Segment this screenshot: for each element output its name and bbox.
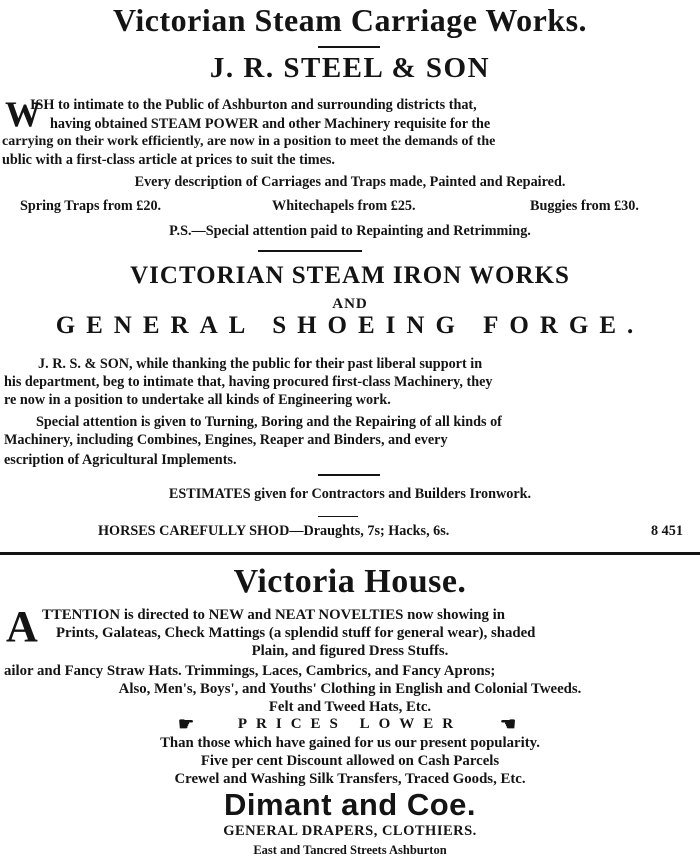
pointing-hand-right-icon: ☛	[178, 714, 195, 734]
attention-drop-cap: A	[6, 602, 38, 651]
address-line: East and Tancred Streets Ashburton	[253, 843, 447, 857]
every-description-line: Every description of Carriages and Traps made, Painted and Repaired.	[134, 174, 566, 190]
drapers-line: GENERAL DRAPERS, CLOTHIERS.	[223, 823, 477, 839]
prices-lower-line: PRICES LOWER	[237, 716, 463, 732]
attention-line: Plain, and figured Dress Stuffs.	[251, 643, 449, 659]
advert-code: 8 451	[651, 523, 683, 539]
victoria-line: ailor and Fancy Straw Hats. Trimmings, Laces, Cambrics, and Fancy Aprons;	[4, 663, 496, 679]
horses-line: HORSES CAREFULLY SHOD—Draughts, 7s; Hacks, 6s.	[98, 523, 450, 539]
intro-drop-cap: W	[5, 94, 41, 134]
section-separator	[0, 552, 700, 555]
victoria-line: Felt and Tweed Hats, Etc.	[268, 699, 432, 715]
divider-rule	[318, 46, 380, 48]
iron-paragraph-line: re now in a position to undertake all kinds of Engineering work.	[4, 392, 391, 408]
pointing-hand-left-icon: ☚	[500, 714, 517, 734]
shoeing-forge-title: GENERAL SHOEING FORGE.	[55, 312, 645, 339]
iron-works-title: VICTORIAN STEAM IRON WORKS	[130, 262, 570, 289]
price-whitechapels: Whitechapels from £25.	[272, 198, 416, 214]
iron-paragraph-line: Machinery, including Combines, Engines, Reaper and Binders, and every	[4, 432, 448, 448]
postscript-line: P.S.—Special attention paid to Repainting and Retrimming.	[169, 223, 531, 239]
divider-rule	[258, 250, 362, 252]
victoria-line: Also, Men's, Boys', and Youths' Clothing in English and Colonial Tweeds.	[118, 681, 582, 697]
and-connector: AND	[332, 296, 368, 312]
dimant-coe-title: Dimant and Coe.	[223, 787, 477, 822]
intro-line: ublic with a first-class article at prices to suit the times.	[2, 152, 335, 168]
intro-line: having obtained STEAM POWER and other Machinery requisite for the	[50, 116, 491, 132]
iron-paragraph-line: Special attention is given to Turning, Boring and the Repairing of all kinds of	[36, 414, 502, 430]
intro-line: ISH to intimate to the Public of Ashburton and surrounding districts that,	[30, 97, 477, 113]
attention-line: TTENTION is directed to NEW and NEAT NOVELTIES now showing in	[42, 607, 505, 623]
firm-name: J. R. STEEL & SON	[209, 52, 491, 84]
than-line: Crewel and Washing Silk Transfers, Traced Goods, Etc.	[174, 771, 526, 787]
divider-rule	[318, 474, 380, 476]
steam-headline: Victorian Steam Carriage Works.	[112, 2, 588, 38]
divider-rule	[318, 516, 358, 517]
estimates-line: ESTIMATES given for Contractors and Builders Ironwork.	[168, 486, 532, 502]
intro-line: carrying on their work efficiently, are now in a position to meet the demands of the	[2, 134, 496, 149]
iron-paragraph-line: J. R. S. & SON, while thanking the public for their past liberal support in	[38, 356, 483, 372]
than-line: Five per cent Discount allowed on Cash Parcels	[200, 753, 500, 769]
than-line: Than those which have gained for us our present popularity.	[160, 735, 540, 751]
attention-line: Prints, Galateas, Check Mattings (a splendid stuff for general wear), shaded	[56, 625, 536, 641]
iron-paragraph-line: his department, beg to intimate that, having procured first-class Machinery, they	[4, 374, 493, 390]
victoria-house-title: Victoria House.	[233, 563, 467, 600]
price-buggies: Buggies from £30.	[530, 198, 639, 214]
price-spring-traps: Spring Traps from £20.	[20, 198, 162, 214]
iron-paragraph-line: escription of Agricultural Implements.	[4, 452, 237, 468]
